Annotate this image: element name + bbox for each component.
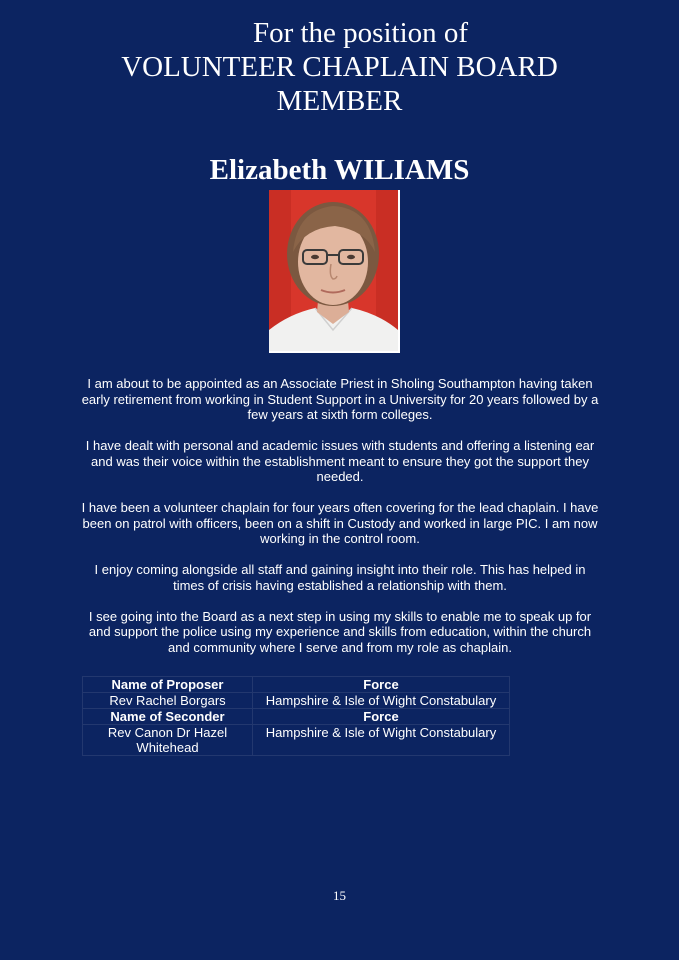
nominees-table — [82, 676, 510, 756]
table-row — [83, 709, 510, 725]
seconder-force: Hampshire & Isle of Wight Constabulary — [253, 725, 510, 756]
table-row — [83, 693, 510, 709]
heading-line-1: For the position of — [252, 17, 469, 49]
table-row — [83, 725, 510, 756]
portrait-image — [269, 190, 398, 351]
force-header: Force — [253, 709, 510, 725]
seconder-header: Name of Seconder — [83, 709, 253, 725]
table-row — [83, 677, 510, 693]
statement-paragraph: I have dealt with personal and academic issues with students and offering a listening ear and was their voice within the establishment meant to ensure they got the support they needed. — [85, 438, 595, 484]
force-header: Force — [253, 677, 510, 693]
proposer-force: Hampshire & Isle of Wight Constabulary — [253, 693, 510, 709]
heading-line-2: VOLUNTEER CHAPLAIN BOARD — [121, 51, 558, 83]
statement-paragraph: I am about to be appointed as an Associate Priest in Sholing Southampton having taken early retirement from working in Student Support in a University for 20 years followed by a few years at sixth form colleges. — [81, 376, 599, 422]
proposer-name: Rev Rachel Borgars — [83, 693, 253, 709]
proposer-header: Name of Proposer — [83, 677, 253, 693]
candidate-statement — [80, 376, 600, 671]
seconder-name — [83, 725, 253, 756]
candidate-photo — [269, 190, 400, 353]
heading-line-3: MEMBER — [276, 85, 403, 117]
page-number: 15 — [333, 888, 346, 903]
statement-paragraph: I have been a volunteer chaplain for four years often covering for the lead chaplain. I have been on patrol with officers, been on a shift in Custody and worked in large PIC. I am now working in the control room. — [81, 500, 599, 546]
statement-paragraph: I enjoy coming alongside all staff and gaining insight into their role. This has helped in times of crisis having established a relationship with them. — [94, 562, 586, 593]
position-heading — [0, 16, 679, 118]
statement-paragraph: I see going into the Board as a next step in using my skills to enable me to speak up for and support the police using my experience and skills from education, within the church and community where I serve and from my role as chaplain. — [88, 608, 592, 655]
seconder-name-line-2: Whitehead — [136, 740, 199, 755]
seconder-name-line-1: Rev Canon Dr Hazel — [107, 725, 228, 740]
candidate-name: Elizabeth WILIAMS — [209, 154, 470, 186]
